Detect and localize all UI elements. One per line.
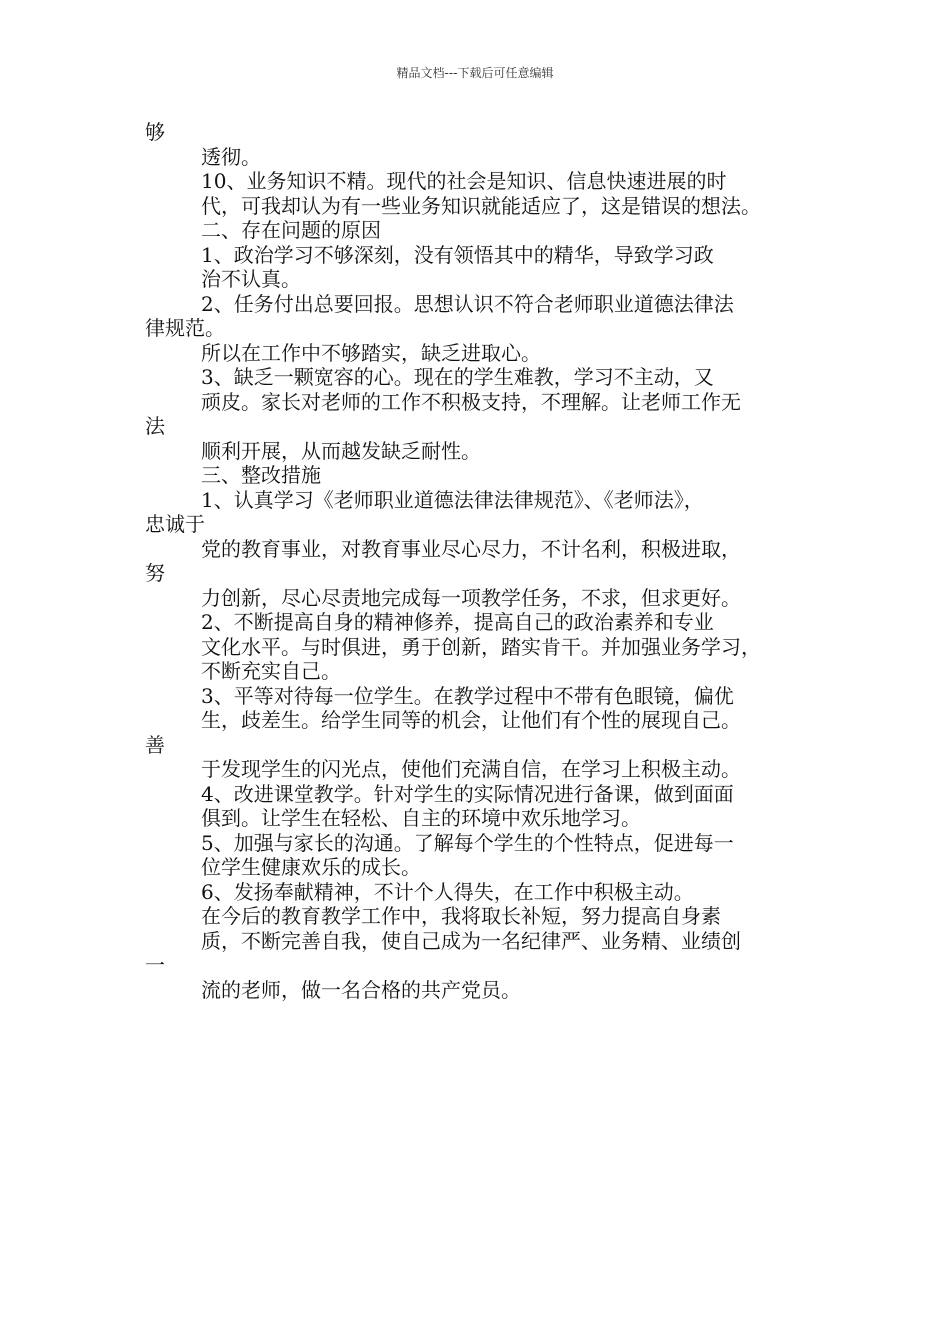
text-line: 善 (145, 732, 165, 757)
text-line: 5、加强与家长的沟通。了解每个学生的个性特点，促进每一 (201, 830, 734, 855)
text-line: 3、平等对待每一位学生。在教学过程中不带有色眼镜，偏优 (201, 683, 734, 708)
text-line: 忠诚于 (145, 512, 205, 536)
text-line: 俱到。让学生在轻松、自主的环境中欢乐地学习。 (201, 806, 641, 830)
text-line: 努 (145, 561, 165, 585)
text-line: 3、缺乏一颗宽容的心。现在的学生难教，学习不主动，又 (201, 365, 714, 389)
text-line: 代，可我却认为有一些业务知识就能适应了，这是错误的想法。 (201, 193, 761, 218)
text-line: 6、发扬奉献精神，不计个人得失，在工作中积极主动。 (201, 879, 694, 904)
text-line: 2、任务付出总要回报。思想认识不符合老师职业道德法律法 (201, 291, 734, 316)
text-line: 1、政治学习不够深刻，没有领悟其中的精华，导致学习政 (201, 242, 714, 267)
text-line: 质，不断完善自我，使自己成为一名纪律严、业务精、业绩创 (201, 928, 741, 953)
text-line: 2、不断提高自身的精神修养，提高自己的政治素养和专业 (201, 610, 714, 634)
text-line: 透彻。 (201, 144, 261, 169)
text-line: 顺利开展，从而越发缺乏耐性。 (201, 438, 481, 463)
document-body (145, 120, 845, 1002)
text-line: 生，歧差生。给学生同等的机会，让他们有个性的展现自己。 (201, 708, 741, 732)
text-line: 位学生健康欢乐的成长。 (201, 855, 421, 879)
text-line: 在今后的教育教学工作中，我将取长补短，努力提高自身素 (201, 904, 721, 928)
text-line: 流的老师，做一名合格的共产党员。 (201, 977, 521, 1002)
text-line: 于发现学生的闪光点，使他们充满自信，在学习上积极主动。 (201, 757, 741, 781)
text-line: 一 (145, 953, 165, 977)
text-line: 力创新，尽心尽责地完成每一项教学任务，不求，但求更好。 (201, 585, 741, 610)
text-line: 1、认真学习《老师职业道德法律法律规范》、《老师法》， (201, 487, 704, 512)
text-line: 顽皮。家长对老师的工作不积极支持，不理解。让老师工作无 (201, 389, 741, 414)
text-line: 党的教育事业，对教育事业尽心尽力，不计名利，积极进取， (201, 536, 741, 561)
text-line: 律规范。 (145, 316, 225, 340)
text-line: 4、改进课堂教学。针对学生的实际情况进行备课，做到面面 (201, 781, 734, 806)
text-line: 二、存在问题的原因 (201, 218, 381, 242)
text-line: 不断充实自己。 (201, 659, 341, 683)
text-line: 文化水平。与时俱进，勇于创新，踏实肯干。并加强业务学习， (201, 634, 761, 659)
text-line: 法 (145, 414, 165, 438)
text-line: 所以在工作中不够踏实，缺乏进取心。 (201, 340, 541, 365)
text-line: 治不认真。 (201, 267, 301, 291)
text-line: 够 (145, 120, 165, 144)
text-line: 三、整改措施 (201, 463, 321, 487)
text-line: 10、业务知识不精。现代的社会是知识、信息快速进展的时 (201, 169, 727, 193)
page-header: 精品文档---下载后可任意编辑 (396, 66, 554, 80)
